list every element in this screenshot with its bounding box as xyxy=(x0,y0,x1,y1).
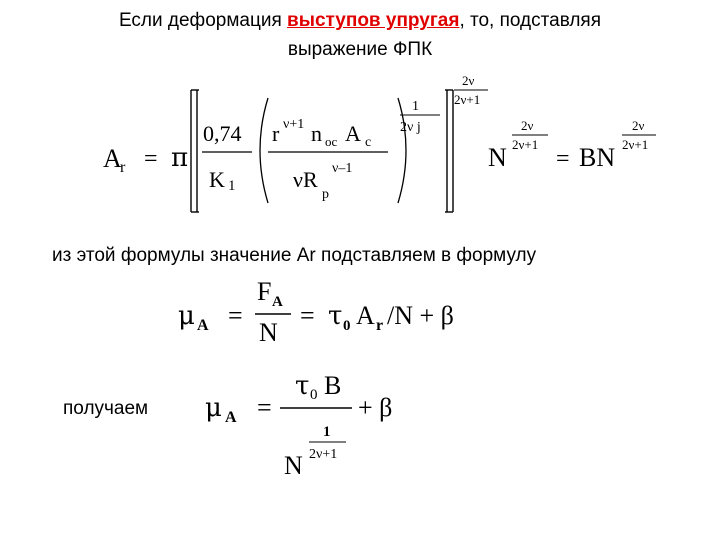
eq1-p-exp: ν–1 xyxy=(332,161,353,176)
eq1-equals: = xyxy=(144,146,158,172)
equation-friction-coefficient xyxy=(178,277,454,347)
eq3-equals: = xyxy=(257,393,272,422)
eq3-exp-num: 1 xyxy=(323,424,331,440)
eq2-equals-2: = xyxy=(300,301,315,330)
eq1-BN-exp-num: 2ν xyxy=(632,118,645,133)
eq1-equals-2: = xyxy=(556,146,570,172)
eq2-mu: μ xyxy=(178,301,195,331)
eq1-BN-exp-den: 2ν+1 xyxy=(622,137,649,152)
eq2-rest: /N + β xyxy=(387,301,454,330)
eq1-p-sub: p xyxy=(322,187,329,202)
eq1-r-exp: ν+1 xyxy=(283,117,305,132)
eq1-N-exp-den: 2ν+1 xyxy=(512,137,539,152)
eq2-mu-sub: A xyxy=(197,317,209,334)
eq1-A-c: A xyxy=(345,121,361,146)
eq2-tau-sub: 0 xyxy=(343,318,351,334)
eq1-A: A xyxy=(103,144,122,173)
equation-result xyxy=(205,371,392,480)
eq2-F-sub: A xyxy=(272,294,283,310)
eq1-r: r xyxy=(272,121,280,146)
eq1-nuR: νR xyxy=(293,167,318,192)
eq1-r-sub: r xyxy=(120,159,126,176)
eq3-tau: τ xyxy=(295,371,310,401)
eq1-N: N xyxy=(488,143,507,172)
eq1-K-sub: 1 xyxy=(228,178,236,194)
eq1-inner-exp-num: 1 xyxy=(412,99,419,114)
eq1-inner-exp-den: 2ν j xyxy=(400,120,421,135)
heading-text-after: , то, подставляя xyxy=(459,10,602,31)
eq1-N-exp-num: 2ν xyxy=(521,118,534,133)
equation-contact-area xyxy=(103,73,656,212)
eq1-K: K xyxy=(209,167,225,192)
paren-left xyxy=(260,98,268,203)
eq2-equals: = xyxy=(228,301,243,330)
eq2-N: N xyxy=(259,318,278,347)
eq1-outer-exp-den: 2ν+1 xyxy=(454,92,481,107)
eq2-F: F xyxy=(257,277,272,306)
eq1-coef: 0,74 xyxy=(203,121,242,146)
eq2-A: A xyxy=(356,301,375,330)
eq1-n-sub: oc xyxy=(325,134,338,149)
heading-highlight: выступов упругая xyxy=(287,10,460,31)
eq1-pi: π xyxy=(171,143,189,173)
formula-intro-text: из этой формулы значение Ar подставляем в формулу xyxy=(52,245,537,266)
paren-right xyxy=(398,98,406,203)
eq1-BN: BN xyxy=(579,143,616,172)
eq1-n: n xyxy=(311,121,322,146)
eq3-N: N xyxy=(284,451,303,480)
eq3-B: B xyxy=(324,371,342,400)
result-label: получаем xyxy=(63,398,149,419)
eq3-exp-den: 2ν+1 xyxy=(309,447,338,462)
heading-line-2: выражение ФПК xyxy=(287,39,433,60)
eq3-tau-sub: 0 xyxy=(310,387,318,403)
eq3-mu-sub: A xyxy=(225,409,237,426)
heading-text-before: Если деформация xyxy=(118,10,288,31)
eq3-plus-beta: + β xyxy=(358,393,393,422)
eq1-outer-exp-num: 2ν xyxy=(462,73,475,88)
eq2-tau: τ xyxy=(328,301,343,331)
eq1-A-c-sub: c xyxy=(365,135,372,150)
eq3-mu: μ xyxy=(205,393,222,423)
eq2-A-sub: r xyxy=(376,317,384,334)
